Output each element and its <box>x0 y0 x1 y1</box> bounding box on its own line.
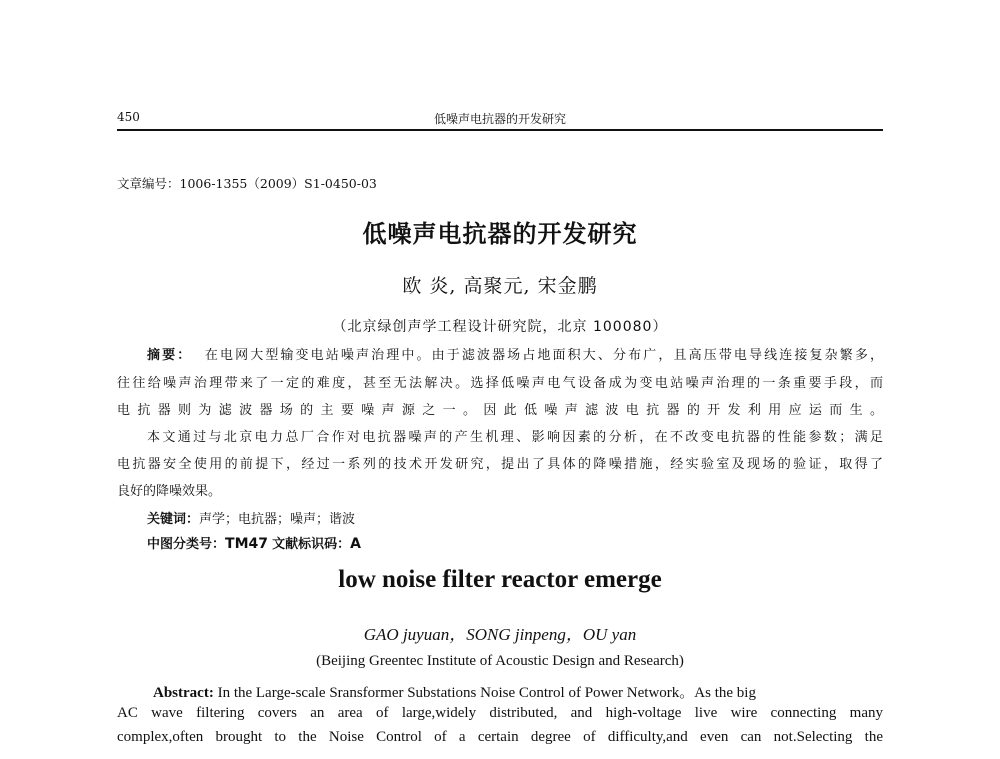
article-number-label: 文章编号： <box>117 176 180 191</box>
authors-cn: 欧 炎, 高聚元, 宋金鹏 <box>402 275 598 297</box>
running-title: 低噪声电抗器的开发研究 <box>433 112 566 126</box>
header-rule <box>117 129 883 131</box>
abstract-cn-label: 摘要： <box>147 348 193 363</box>
abstract-en-line: complex,often brought to the Noise Control of a certain degree of difficulty,and even can not.Selecting the <box>117 729 883 745</box>
keywords-cn <box>117 508 913 527</box>
abstract-cn-text: 在电网大型输变电站噪声治理中。由于滤波器场占地面积大、分布广，且高压带电导线连接复杂繁多， <box>204 348 883 363</box>
classification-cn <box>117 533 913 552</box>
abstract-cn-line: 往往给噪声治理带来了一定的难度，甚至无法解决。选择低噪声电气设备成为变电站噪声治理的一条重要手段，而 <box>117 376 883 391</box>
authors-en: GAO juyuan，SONG jinpeng，OU yan <box>363 625 637 644</box>
article-number <box>117 174 377 192</box>
abstract-cn-line: 电抗器安全使用的前提下，经过一系列的技术开发研究，提出了具体的降噪措施，经实验室及现场的验证，取得了 <box>117 457 883 472</box>
title-en: low noise filter reactor emerge <box>338 566 662 593</box>
abstract-en-text: In the Large-scale Sransformer Substations Noise Control of Power Network。As the big <box>217 685 756 701</box>
doc-code-value: A <box>350 536 361 552</box>
article-number-value: 1006-1355（2009）S1-0450-03 <box>179 176 377 191</box>
keywords-cn-label: 关键词： <box>147 512 200 527</box>
abstract-cn-line <box>117 344 883 363</box>
abstract-cn-line: 本文通过与北京电力总厂合作对电抗器噪声的产生机理、影响因素的分析，在不改变电抗器的性能参数；满足 <box>147 430 883 445</box>
clc-value: TM47 <box>225 536 268 552</box>
abstract-cn-line: 良好的降噪效果。 <box>117 484 222 499</box>
affiliation-cn: （北京绿创声学工程设计研究院，北京 100080） <box>332 319 668 335</box>
abstract-en-line <box>117 681 883 702</box>
doc-code-label: 文献标识码： <box>272 537 351 552</box>
affiliation-en: (Beijing Greentec Institute of Acoustic Design and Research) <box>316 653 684 669</box>
page-number: 450 <box>117 110 140 124</box>
keywords-cn-value: 声学；电抗器；噪声；谐波 <box>199 512 356 527</box>
abstract-cn-line: 电抗器则为滤波器场的主要噪声源之一。因此低噪声滤波电抗器的开发利用应运而生。 <box>117 403 883 418</box>
abstract-en-label: Abstract: <box>153 685 214 701</box>
clc-label: 中图分类号： <box>147 537 226 552</box>
title-cn: 低噪声电抗器的开发研究 <box>362 220 638 248</box>
abstract-en-line: AC wave filtering covers an area of large,widely distributed, and high-voltage live wire connecting many <box>117 705 883 721</box>
